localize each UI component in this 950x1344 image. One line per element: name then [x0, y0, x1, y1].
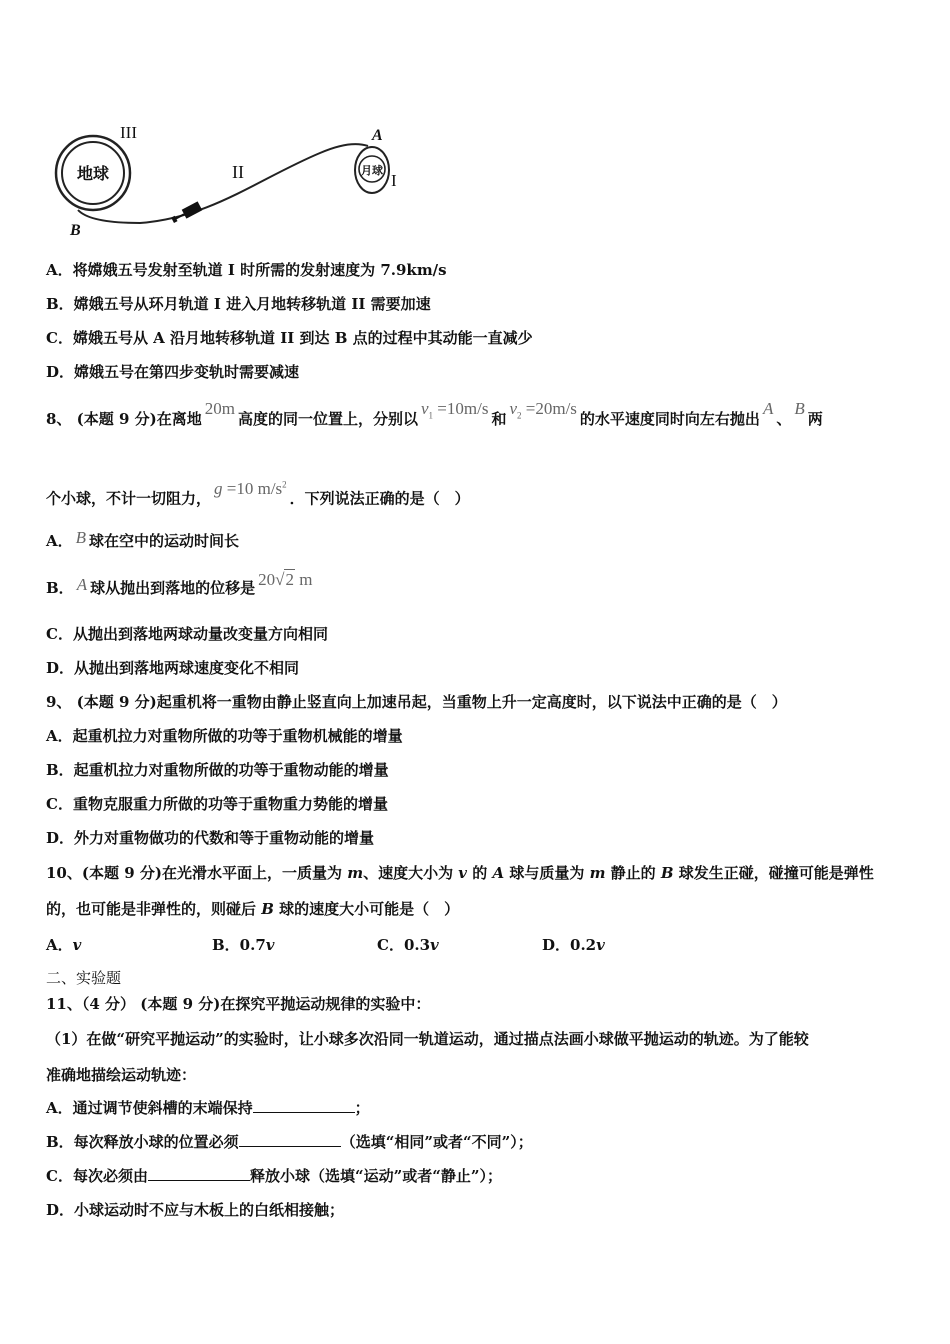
- q10-option-b: B．0.7v: [212, 936, 275, 954]
- section-heading: 二、实验题: [46, 969, 122, 987]
- q7-option-a: A．将嫦娥五号发射至轨道 I 时所需的发射速度为 7.9km/s: [46, 261, 447, 279]
- q8-v1: $v_1 =10m/s$: [421, 399, 489, 421]
- moon-label: 月球: [361, 164, 383, 177]
- q8-v2: $v_2 =20m/s$: [509, 399, 577, 421]
- orbit-3-label: III: [120, 123, 137, 142]
- q8-text: 个小球，不计一切阻力，: [46, 489, 212, 508]
- q8-symbol-a: A: [76, 575, 88, 594]
- q8-ball-a: A: [762, 399, 774, 418]
- q8-option-b: B． A 球从抛出到落地的位移是 20√2 m: [46, 578, 315, 598]
- q10-option-c: C．0.3v: [377, 936, 439, 954]
- q11-option-a: A．通过调节使斜槽的末端保持 ；: [46, 1099, 370, 1117]
- q10-stem-line1: 10、(本题 9 分)在光滑水平面上，一质量为 m、速度大小为 v 的 A 球与质量为 m 静止的 B 球发生正碰，碰撞可能是弹性: [46, 864, 874, 882]
- q8-text: 的水平速度同时向左右抛出: [579, 410, 760, 428]
- answer-blank[interactable]: [239, 1132, 341, 1147]
- q8-text: 和: [491, 410, 507, 428]
- q8-ball-b: B: [794, 399, 805, 418]
- q8-option-a: A． B 球在空中的运动时间长: [46, 528, 240, 550]
- q8-option-d: D．从抛出到落地两球速度变化不相同: [46, 659, 300, 677]
- q10-option-d: D．0.2v: [542, 936, 605, 954]
- q11-option-d: D．小球运动时不应与木板上的白纸相接触；: [46, 1201, 345, 1219]
- orbit-2-label: II: [232, 162, 244, 182]
- q8-stem-line2: [46, 478, 470, 509]
- earth-label: 地球: [76, 164, 110, 183]
- q8-option-c: C．从抛出到落地两球动量改变量方向相同: [46, 625, 328, 643]
- q8-stem-line1: [46, 399, 823, 435]
- answer-blank[interactable]: [148, 1166, 250, 1181]
- q8-text: ．下列说法正确的是（ ）: [289, 489, 470, 508]
- q7-option-b: B．嫦娥五号从环月轨道 I 进入月地转移轨道 II 需要加速: [46, 295, 431, 313]
- q8-text: 高度的同一位置上，分别以: [237, 410, 418, 428]
- q9-option-c: C．重物克服重力所做的功等于重物重力势能的增量: [46, 795, 388, 813]
- q10-stem-line2: 的，也可能是非弹性的，则碰后 B 球的速度大小可能是（ ）: [46, 900, 460, 918]
- q7-option-d: D．嫦娥五号在第四步变轨时需要减速: [46, 363, 300, 381]
- point-a-label: A: [372, 127, 383, 144]
- q11-option-b: B．每次释放小球的位置必须 （选填“相同”或者“不同”）；: [46, 1133, 533, 1151]
- q8-displacement: 20√2 m: [258, 570, 313, 589]
- q11-option-c: C．每次必须由 释放小球（选填“运动”或者“静止”）；: [46, 1167, 502, 1185]
- q9-stem: 9、 (本题 9 分)起重机将一重物由静止竖直向上加速吊起，当重物上升一定高度时，以下说法中正确的是（ ）: [46, 693, 787, 711]
- spacecraft-icon: [170, 201, 202, 224]
- orbit-diagram: [50, 118, 420, 243]
- orbit-1-label: I: [391, 171, 397, 190]
- q11-sub1: （1）在做“研究平抛运动”的实验时，让小球多次沿同一轨道运动，通过描点法画小球做平抛运动的轨迹。为了能较: [46, 1030, 809, 1048]
- q8-text: 两: [807, 410, 823, 428]
- q8-gravity: g =10 $m/s^2$: [214, 478, 287, 498]
- q7-option-c: C．嫦娥五号从 A 沿月地转移轨道 II 到达 B 点的过程中其动能一直减少: [46, 329, 533, 347]
- q9-option-d: D．外力对重物做功的代数和等于重物动能的增量: [46, 829, 375, 847]
- q10-option-a: A．v: [46, 936, 82, 954]
- q11-sub1-cont: 准确地描绘运动轨迹：: [46, 1066, 197, 1084]
- q8-symbol-b: B: [75, 528, 87, 547]
- answer-blank[interactable]: [253, 1098, 355, 1113]
- q8-height: 20m: [204, 399, 235, 418]
- q11-stem: 11、（4 分） (本题 9 分)在探究平抛运动规律的实验中：: [46, 995, 431, 1013]
- point-b-label: B: [70, 222, 81, 239]
- q9-option-b: B．起重机拉力对重物所做的功等于重物动能的增量: [46, 761, 389, 779]
- q8-separator: 、: [776, 410, 792, 428]
- q8-text: 8、 (本题 9 分)在离地: [46, 410, 202, 428]
- q9-option-a: A．起重机拉力对重物所做的功等于重物机械能的增量: [46, 727, 403, 745]
